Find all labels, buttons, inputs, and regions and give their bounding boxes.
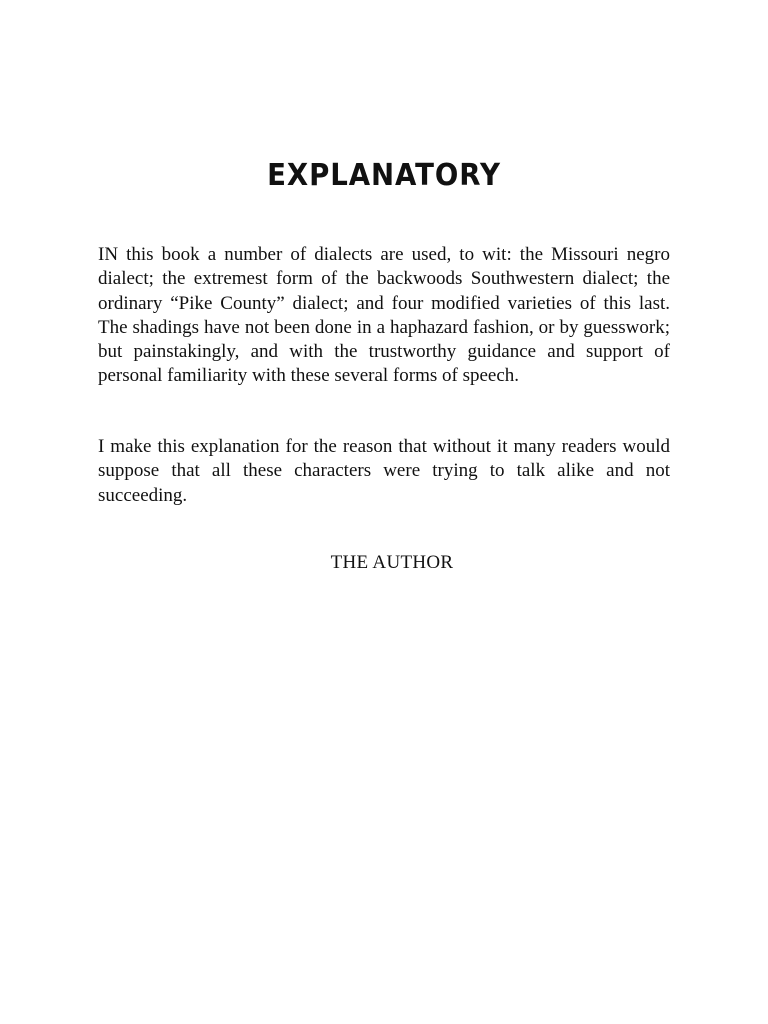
paragraph-explanation: I make this explanation for the reason that without it many readers would suppose that all these characters were trying to talk alike and not succeeding. bbox=[98, 436, 670, 506]
paragraph-dialects: IN this book a number of dialects are used, to wit: the Missouri negro dialect; the extremest form of the backwoods Southwestern dialect; the ordinary “Pike County” dialect; and four modified varieties of this last. The shadings have not been done in a haphazard fashion, or by guesswork; but painstakingly, and with the trustworthy guidance and support of personal familiarity with these several forms of speech. bbox=[98, 244, 670, 387]
author-signature: THE AUTHOR bbox=[330, 552, 454, 573]
page-title: EXPLANATORY bbox=[267, 158, 501, 193]
